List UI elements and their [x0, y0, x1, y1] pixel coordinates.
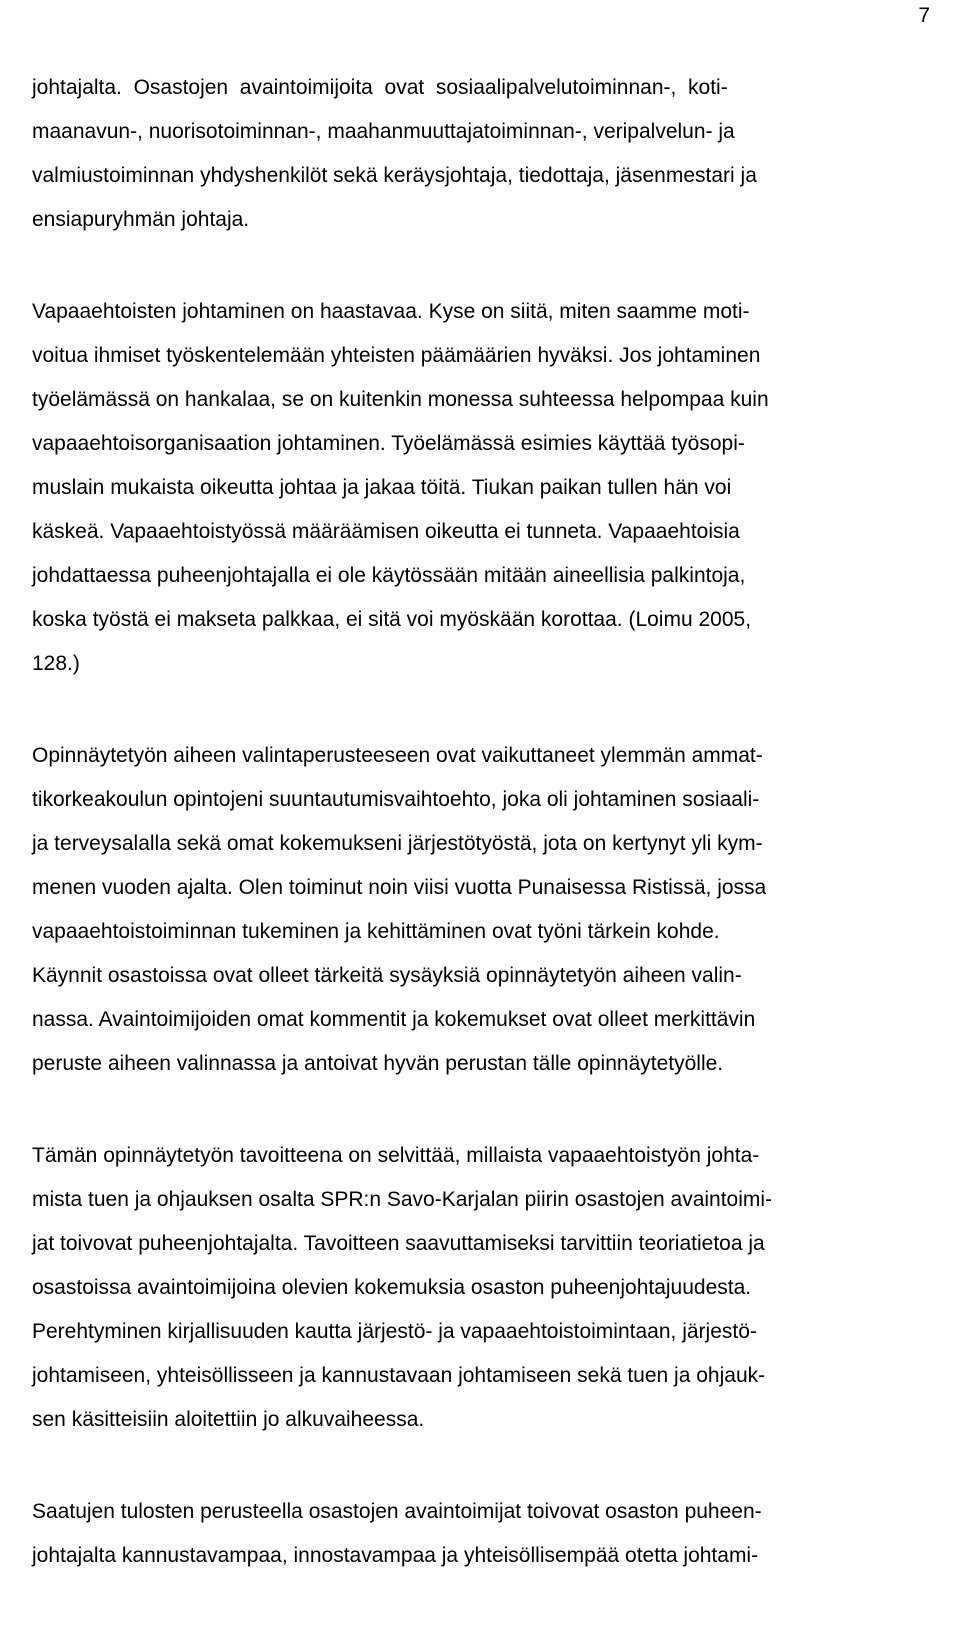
text-line: 128.) — [32, 652, 80, 675]
text-line: peruste aiheen valinnassa ja antoivat hyvän perustan tälle opinnäytetyölle. — [32, 1052, 724, 1075]
text-line: sen käsitteisiin aloitettiin jo alkuvaiheessa. — [32, 1408, 425, 1431]
text-line: nassa. Avaintoimijoiden omat kommentit ja kokemukset ovat olleet merkittävin — [32, 1008, 756, 1031]
text-line: työelämässä on hankalaa, se on kuitenkin monessa suhteessa helpompaa kuin — [32, 388, 769, 411]
text-line: Perehtyminen kirjallisuuden kautta järjestö- ja vapaaehtoistoimintaan, järjestö- — [32, 1320, 757, 1343]
text-line: Käynnit osastoissa ovat olleet tärkeitä sysäyksiä opinnäytetyön aiheen valin- — [32, 964, 742, 987]
text-line: johtajalta. Osastojen avaintoimijoita ovat sosiaalipalvelutoiminnan-, koti- — [32, 76, 728, 99]
text-line: vapaaehtoisorganisaation johtaminen. Työelämässä esimies käyttää työsopi- — [32, 432, 745, 455]
text-line: johtajalta kannustavampaa, innostavampaa ja yhteisöllisempää otetta johtami- — [32, 1544, 759, 1567]
text-line: valmiustoiminnan yhdyshenkilöt sekä keräysjohtaja, tiedottaja, jäsenmestari ja — [32, 164, 757, 187]
text-line: ja terveysalalla sekä omat kokemukseni järjestötyöstä, jota on kertynyt yli kym- — [32, 832, 763, 855]
text-line: osastoissa avaintoimijoina olevien kokemuksia osaston puheenjohtajuudesta. — [32, 1276, 752, 1299]
text-line: mista tuen ja ohjauksen osalta SPR:n Savo-Karjalan piirin osastojen avaintoimi- — [32, 1188, 773, 1211]
text-line: voitua ihmiset työskentelemään yhteisten päämäärien hyväksi. Jos johtaminen — [32, 344, 761, 367]
text-line: koska työstä ei makseta palkkaa, ei sitä voi myöskään korottaa. (Loimu 2005, — [32, 608, 752, 631]
text-line: Tämän opinnäytetyön tavoitteena on selvittää, millaista vapaaehtoistyön johta- — [32, 1144, 760, 1167]
text-line: johdattaessa puheenjohtajalla ei ole käytössään mitään aineellisia palkintoja, — [32, 564, 746, 587]
text-line: Saatujen tulosten perusteella osastojen avaintoimijat toivovat osaston puheen- — [32, 1500, 762, 1523]
text-line: Vapaaehtoisten johtaminen on haastavaa. Kyse on siitä, miten saamme moti- — [32, 300, 750, 323]
text-line: vapaaehtoistoiminnan tukeminen ja kehittäminen ovat työni tärkein kohde. — [32, 920, 720, 943]
page-number: 7 — [918, 4, 930, 27]
text-line: menen vuoden ajalta. Olen toiminut noin viisi vuotta Punaisessa Ristissä, jossa — [32, 876, 767, 899]
text-line: johtamiseen, yhteisöllisseen ja kannustavaan johtamiseen sekä tuen ja ohjauk- — [32, 1364, 766, 1387]
text-line: jat toivovat puheenjohtajalta. Tavoitteen saavuttamiseksi tarvittiin teoriatietoa ja — [32, 1232, 765, 1255]
text-line: muslain mukaista oikeutta johtaa ja jakaa töitä. Tiukan paikan tullen hän voi — [32, 476, 732, 499]
text-line: maanavun-, nuorisotoiminnan-, maahanmuuttajatoiminnan-, veripalvelun- ja — [32, 120, 735, 143]
text-line: tikorkeakoulun opintojeni suuntautumisvaihtoehto, joka oli johtaminen sosiaali- — [32, 788, 760, 811]
text-line: ensiapuryhmän johtaja. — [32, 208, 250, 231]
text-line: käskeä. Vapaaehtoistyössä määräämisen oikeutta ei tunneta. Vapaaehtoisia — [32, 520, 740, 543]
text-line: Opinnäytetyön aiheen valintaperusteeseen ovat vaikuttaneet ylemmän ammat- — [32, 744, 763, 767]
